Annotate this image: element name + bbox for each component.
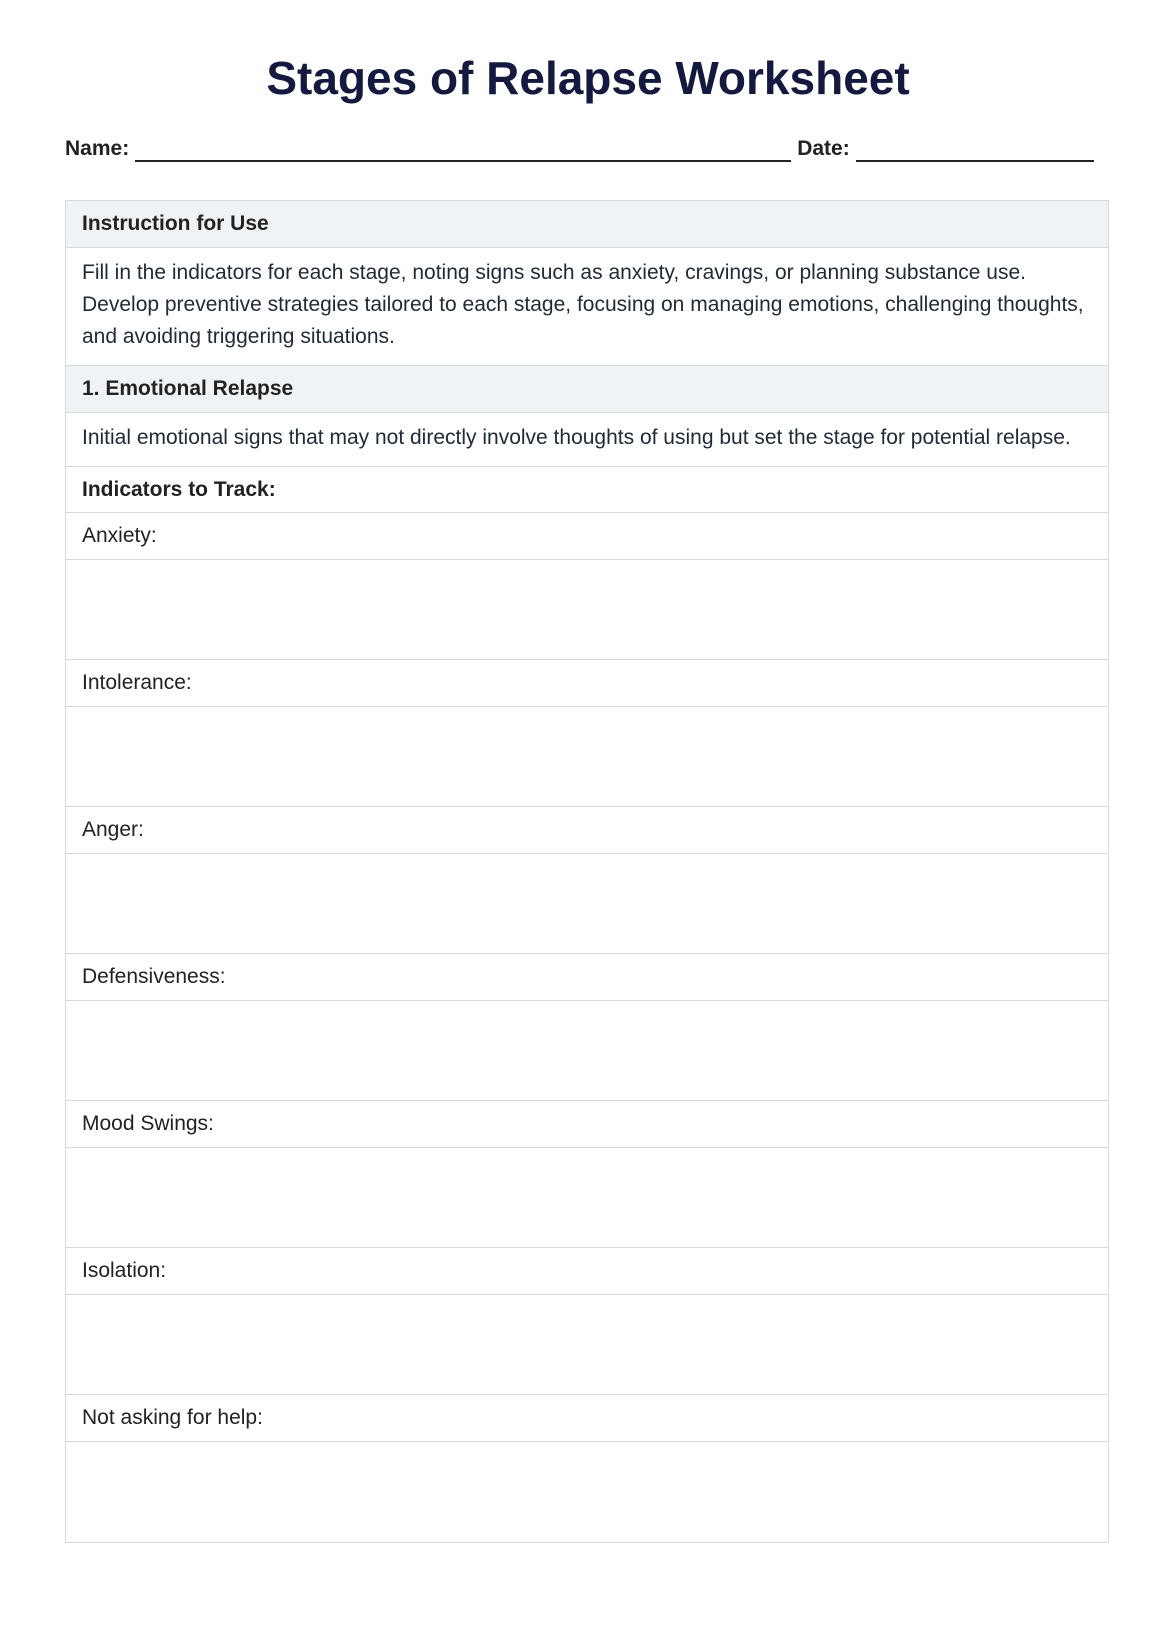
indicator-input-anger[interactable] <box>66 854 1108 954</box>
indicator-input-intolerance[interactable] <box>66 707 1108 807</box>
instructions-heading: Instruction for Use <box>66 201 1108 248</box>
date-field[interactable] <box>856 140 1094 162</box>
indicator-label-not-asking-for-help: Not asking for help: <box>66 1395 1108 1442</box>
indicator-label-isolation: Isolation: <box>66 1248 1108 1295</box>
name-label: Name: <box>65 137 130 160</box>
worksheet-table <box>65 200 1109 1543</box>
indicators-heading: Indicators to Track: <box>66 467 1108 513</box>
indicator-label-mood-swings: Mood Swings: <box>66 1101 1108 1148</box>
indicator-input-defensiveness[interactable] <box>66 1001 1108 1101</box>
stage1-description: Initial emotional signs that may not directly involve thoughts of using but set the stage for potential relapse. <box>66 413 1108 467</box>
indicator-input-anxiety[interactable] <box>66 560 1108 660</box>
instructions-body: Fill in the indicators for each stage, noting signs such as anxiety, cravings, or planning substance use. Develop preventive strategies tailored to each stage, focusing on managing emotions, challenging thoughts, and avoiding triggering situations. <box>66 248 1108 366</box>
indicator-label-defensiveness: Defensiveness: <box>66 954 1108 1001</box>
name-date-line <box>65 132 1105 162</box>
stage1-heading: 1. Emotional Relapse <box>66 366 1108 413</box>
indicator-label-intolerance: Intolerance: <box>66 660 1108 707</box>
page-title: Stages of Relapse Worksheet <box>266 52 910 104</box>
indicator-input-mood-swings[interactable] <box>66 1148 1108 1248</box>
name-field[interactable] <box>135 140 791 162</box>
date-label: Date: <box>797 137 850 160</box>
indicator-label-anxiety: Anxiety: <box>66 513 1108 560</box>
indicator-input-isolation[interactable] <box>66 1295 1108 1395</box>
indicator-input-not-asking-for-help[interactable] <box>66 1442 1108 1542</box>
indicator-label-anger: Anger: <box>66 807 1108 854</box>
